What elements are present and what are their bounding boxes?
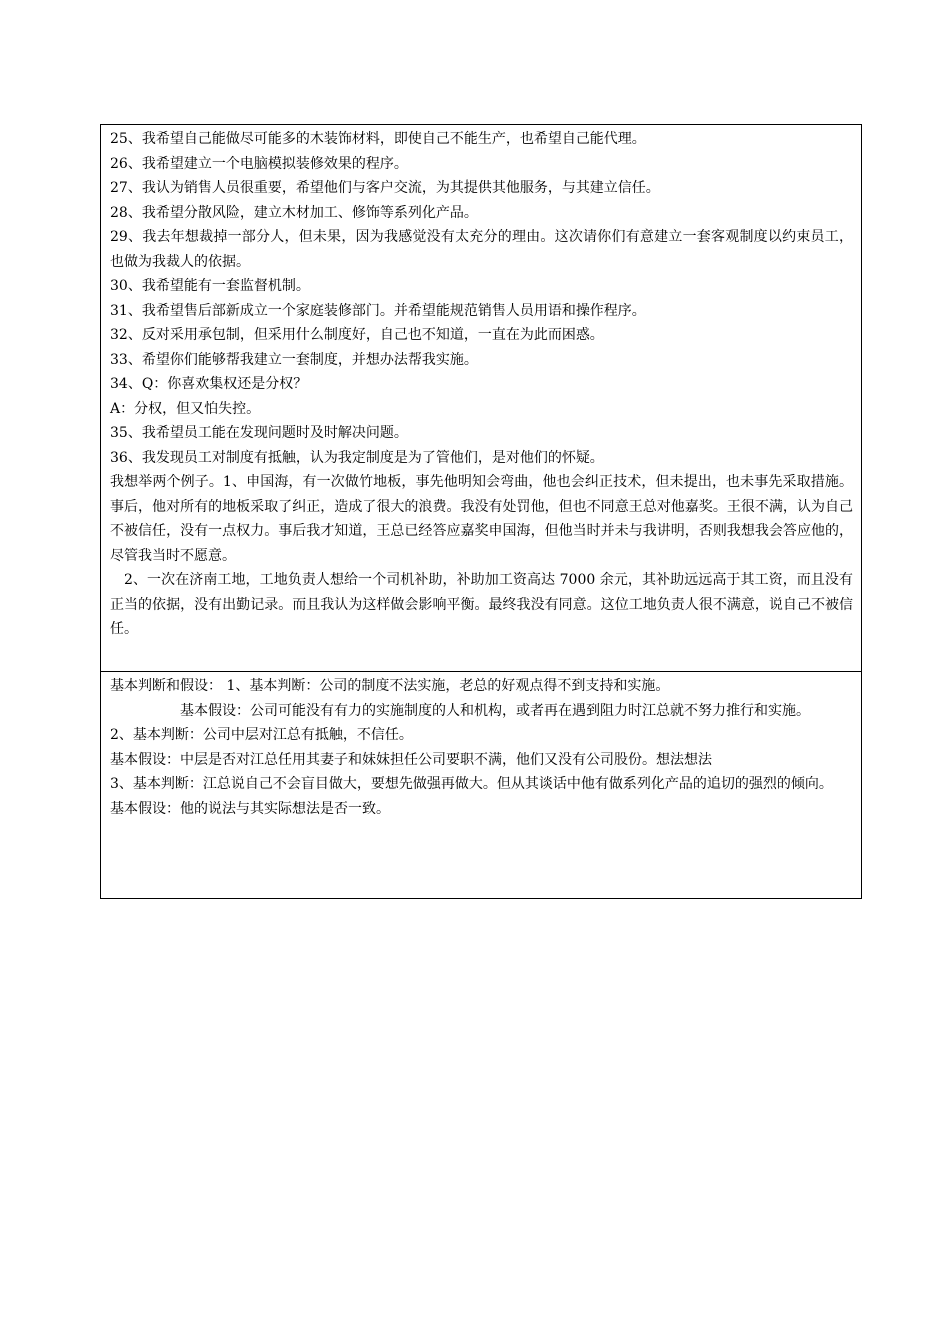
note-item-30: 30、我希望能有一套监督机制。 — [110, 278, 310, 294]
assumption-3: 基本假设：他的说法与其实际想法是否一致。 — [110, 800, 390, 817]
assumption-1: 基本假设：公司可能没有有力的实施制度的人和机构，或者再在遇到阻力时江总就不努力推行和实施。 — [180, 702, 810, 719]
judgment-2: 2、基本判断：公司中层对江总有抵触，不信任。 — [110, 727, 413, 743]
note-item-27: 27、我认为销售人员很重要，希望他们与客户交流，为其提供其他服务，与其建立信任。 — [110, 180, 660, 196]
note-item-25: 25、我希望自己能做尽可能多的木装饰材料，即使自己不能生产，也希望自己能代理。 — [110, 131, 646, 147]
interview-notes-cell — [101, 125, 861, 672]
example-paragraph-2: 2、一次在济南工地，工地负责人想给一个司机补助，补助加工资高达 7000 余元，其补助远远高于其工资，而且没有正当的依据，没有出勤记录。而且我认为这样做会影响平衡。最终我没有同意。这位工地负责人很不满意，说自己不被信任。 — [110, 572, 853, 637]
note-item-33: 33、希望你们能够帮我建立一套制度，并想办法帮我实施。 — [110, 351, 478, 368]
assumption-2: 基本假设：中层是否对江总任用其妻子和妹妹担任公司要职不满，他们又没有公司股份。想法想法 — [110, 751, 712, 768]
note-item-35: 35、我希望员工能在发现问题时及时解决问题。 — [110, 425, 408, 441]
judgment-1: 基本判断和假设： 1、基本判断：公司的制度不法实施，老总的好观点得不到支持和实施。 — [110, 678, 670, 694]
note-item-28: 28、我希望分散风险，建立木材加工、修饰等系列化产品。 — [110, 204, 478, 221]
note-item-29: 29、我去年想裁掉一部分人，但未果，因为我感觉没有太充分的理由。这次请你们有意建立一套客观制度以约束员工，也做为我裁人的依据。 — [110, 229, 853, 270]
example-paragraph-1: 我想举两个例子。1、申国海，有一次做竹地板，事先他明知会弯曲，他也会纠正技术，但未提出，也未事先采取措施。事后，他对所有的地板采取了纠正，造成了很大的浪费。我没有处罚他，但也不同意王总对他嘉奖。王很不满，认为自己不被信任，没有一点权力。事后我才知道，王总已经答应嘉奖申国海，但他当时并未与我讲明，否则我想我会答应他的，尽管我当时不愿意。 — [110, 474, 853, 564]
note-item-34-question: 34、Q：你喜欢集权还是分权？ — [110, 376, 308, 392]
note-item-26: 26、我希望建立一个电脑模拟装修效果的程序。 — [110, 155, 408, 172]
analysis-cell — [101, 672, 861, 898]
note-item-32: 32、反对采用承包制，但采用什么制度好，自己也不知道，一直在为此而困惑。 — [110, 327, 604, 343]
note-item-36: 36、我发现员工对制度有抵触，认为我定制度是为了管他们，是对他们的怀疑。 — [110, 449, 604, 466]
note-item-34-answer: A：分权，但又怕失控。 — [110, 400, 261, 417]
document-table — [100, 124, 862, 899]
judgment-3: 3、基本判断：江总说自己不会盲目做大，要想先做强再做大。但从其谈话中他有做系列化产品的追切的强烈的倾向。 — [110, 776, 833, 792]
note-item-31: 31、我希望售后部新成立一个家庭装修部门。并希望能规范销售人员用语和操作程序。 — [110, 302, 646, 319]
